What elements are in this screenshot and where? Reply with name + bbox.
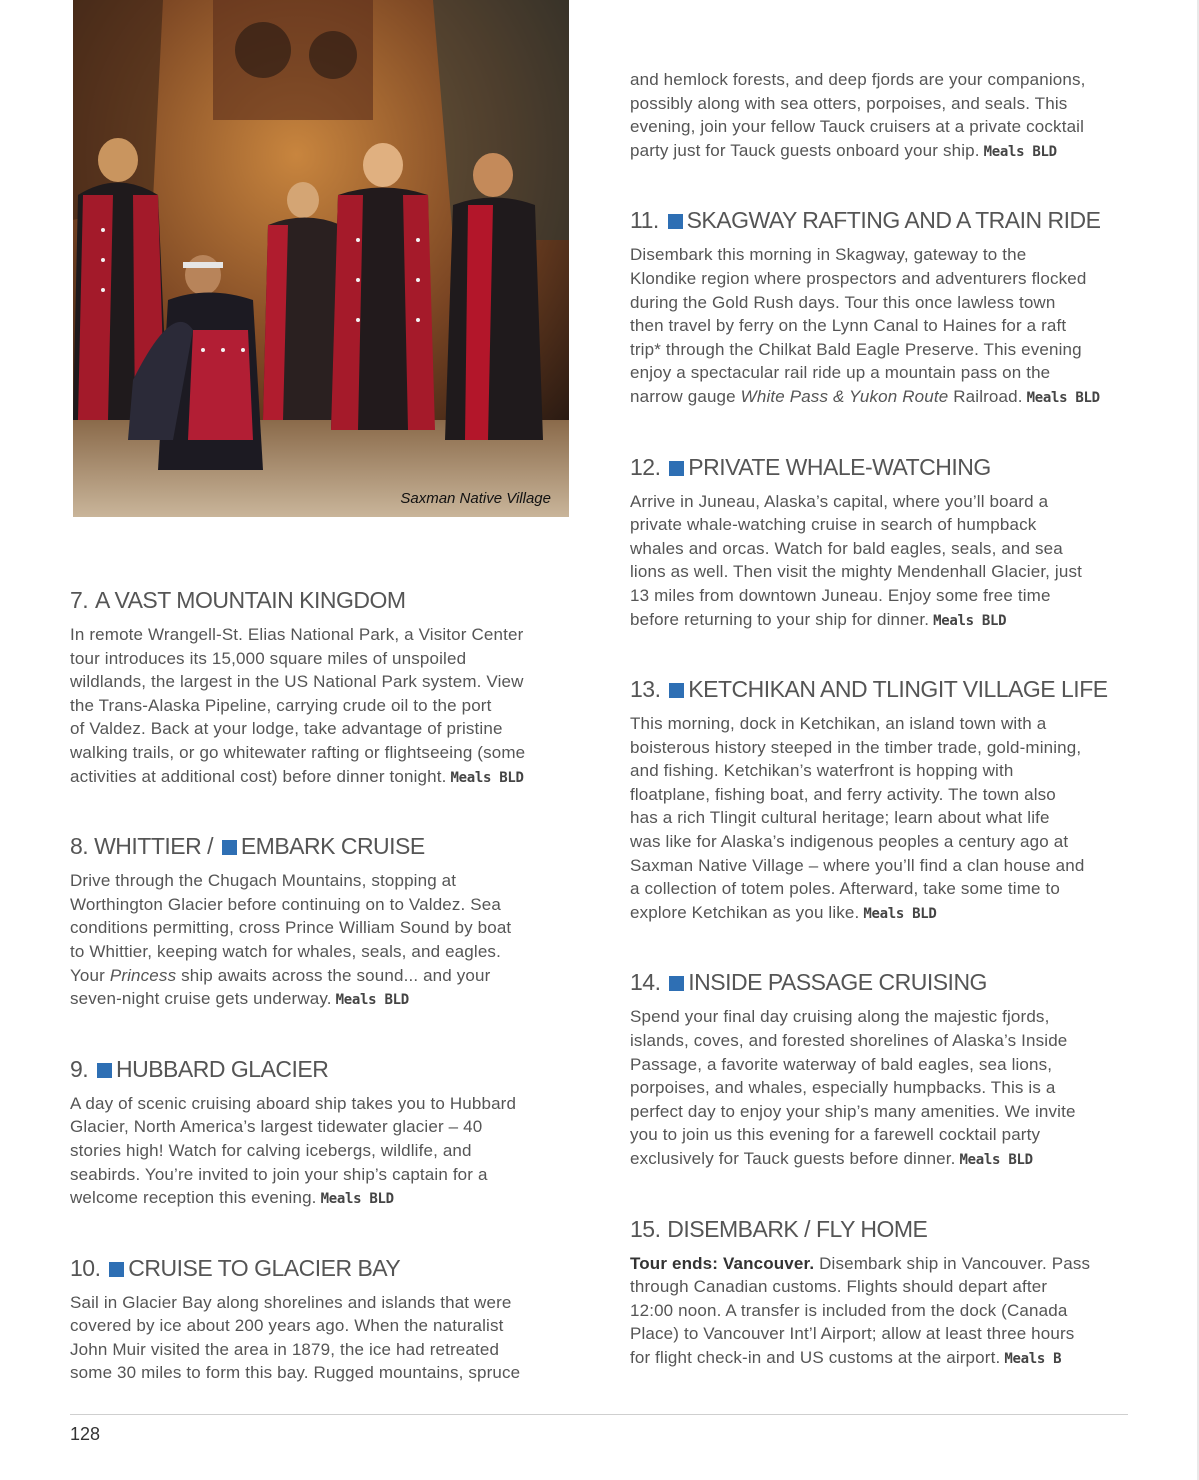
- day-heading: 14. INSIDE PASSAGE CRUISING: [630, 969, 987, 996]
- left-column: [70, 586, 570, 1427]
- right-column: [630, 68, 1130, 1414]
- day-description: In remote Wrangell-St. Elias National Park, a Visitor Center tour introduces its 15,000 square miles of unspoiled wildlands, the largest in the US National Park system. View the Trans-Alaska Pipeline, carrying crude oil to the port of Valdez. Back at your lodge, take advantage of pristine walking trails, or go whitewater rafting or flightseeing (some activities at additional cost) before dinner tonight. Meals BLD: [70, 625, 526, 786]
- cruise-square-icon: [222, 840, 237, 855]
- cruise-square-icon: [669, 461, 684, 476]
- day-9: [70, 1055, 570, 1212]
- day-11: [630, 206, 1130, 410]
- day-8: [70, 832, 570, 1013]
- day-heading: 15. DISEMBARK / FLY HOME: [630, 1215, 928, 1242]
- day-description: Disembark this morning in Skagway, gateway to the Klondike region where prospectors and adventurers flocked during the Gold Rush days. Tour this once lawless town then travel by ferry on the Lynn Canal to Haines for a raft trip* through the Chilkat Bald Eagle Preserve. This evening enjoy a spectacular rail ride up a mountain pass on the narrow gauge White Pass & Yukon Route Railroad. Meals BLD: [630, 245, 1100, 406]
- day-description: Drive through the Chugach Mountains, stopping at Worthington Glacier before continuing on to Valdez. Sea conditions permitting, cross Prince William Sound by boat to Whittier, keeping watch for whales, seals, and eagles. Your Princess ship awaits across the sound... and your seven-night cruise gets underway. Meals BLD: [70, 871, 512, 1009]
- day-description: Spend your final day cruising along the majestic fjords, islands, coves, and forested shorelines of Alaska’s Inside Passage, a favorite waterway of bald eagles, sea lions, porpoises, and whales, especially humpbacks. This is a perfect day to enjoy your ship’s many amenities. We invite you to join us this evening for a farewell cocktail party exclusively for Tauck guests before dinner. Meals BLD: [630, 1007, 1076, 1168]
- cruise-square-icon: [669, 976, 684, 991]
- meals-label: Meals BLD: [959, 1152, 1033, 1168]
- cruise-square-icon: [97, 1063, 112, 1078]
- day-heading: 7. A VAST MOUNTAIN KINGDOM: [70, 587, 406, 613]
- day-14: [630, 968, 1130, 1172]
- meals-label: Meals BLD: [863, 905, 937, 922]
- day-description: Tour ends: Vancouver. Disembark ship in Vancouver. Pass through Canadian customs. Flights should depart after 12:00 noon. A transfer is included from the dock (Canada Place) to Vancouver Int’l Airport; allow at least three hours for flight check-in and US customs at the airport. Meals B: [630, 1253, 1091, 1367]
- meals-label: Meals B: [1004, 1350, 1062, 1367]
- day-description: Arrive in Juneau, Alaska’s capital, where you’ll board a private whale-watching cruise in search of humpback whales and orcas. Watch for bald eagles, seals, and sea lions as well. Then visit the mighty Mendenhall Glacier, just 13 miles from downtown Juneau. Enjoy some free time before returning to your ship for dinner. Meals BLD: [630, 491, 1082, 629]
- meals-label: Meals BLD: [933, 612, 1007, 629]
- cruise-square-icon: [669, 683, 684, 698]
- day-heading: 11. SKAGWAY RAFTING AND A TRAIN RIDE: [630, 207, 1101, 234]
- day-heading: 9. HUBBARD GLACIER: [70, 1055, 329, 1082]
- day-10: [70, 1254, 570, 1385]
- photo-caption: Saxman Native Village: [400, 490, 551, 507]
- day-15: [630, 1215, 1130, 1372]
- meals-label: Meals BLD: [335, 992, 409, 1009]
- day-heading: 13. KETCHIKAN AND TLINGIT VILLAGE LIFE: [630, 676, 1108, 703]
- day-7: [70, 586, 570, 790]
- day-heading: 10. CRUISE TO GLACIER BAY: [70, 1254, 401, 1281]
- day-13: [630, 675, 1130, 926]
- page-number: 128: [70, 1424, 101, 1444]
- footer-divider: [70, 1414, 1128, 1415]
- day-description: Sail in Glacier Bay along shorelines and islands that were covered by ice about 200 years ago. When the naturalist John Muir visited the area in 1879, the ice had retreated some 30 miles to form this bay. Rugged mountains, spruce: [70, 1292, 521, 1383]
- day-description: A day of scenic cruising aboard ship takes you to Hubbard Glacier, North America’s largest tidewater glacier – 40 stories high! Watch for calving icebergs, wildlife, and seabirds. You’re invited to join your ship’s captain for a welcome reception this evening. Meals BLD: [70, 1093, 517, 1208]
- cruise-square-icon: [109, 1262, 124, 1277]
- day-12: [630, 453, 1130, 634]
- day-description: This morning, dock in Ketchikan, an island town with a boisterous history steeped in the timber trade, gold-mining, and fishing. Ketchikan’s waterfront is hopping with floatplane, fishing boat, and ferry activity. The town also has a rich Tlingit cultural heritage; learn about what life was like for Alaska’s indigenous peoples a century ago at Saxman Native Village – where you’ll find a clan house and a collection of totem poles. Afterward, take some time to explore Ketchikan as you like. Meals BLD: [630, 714, 1085, 922]
- photo-saxman-native-village: [73, 0, 569, 517]
- day-description: and hemlock forests, and deep fjords are your companions, possibly along with sea otters, porpoises, and seals. This evening, join your fellow Tauck cruisers at a private cocktail party just for Tauck guests onboard your ship. Meals BLD: [630, 70, 1086, 160]
- photo-illustration: [73, 0, 569, 517]
- meals-label: Meals BLD: [983, 143, 1057, 160]
- meals-label: Meals BLD: [320, 1191, 394, 1208]
- meals-label: Meals BLD: [450, 769, 524, 786]
- day-heading: 8. WHITTIER / EMBARK CRUISE: [70, 833, 425, 860]
- meals-label: Meals BLD: [1026, 389, 1100, 406]
- tour-ends-label: Tour ends: Vancouver.: [630, 1253, 815, 1273]
- day-heading: 12. PRIVATE WHALE-WATCHING: [630, 453, 991, 480]
- day-10-continued: [630, 68, 1130, 164]
- cruise-square-icon: [668, 214, 683, 229]
